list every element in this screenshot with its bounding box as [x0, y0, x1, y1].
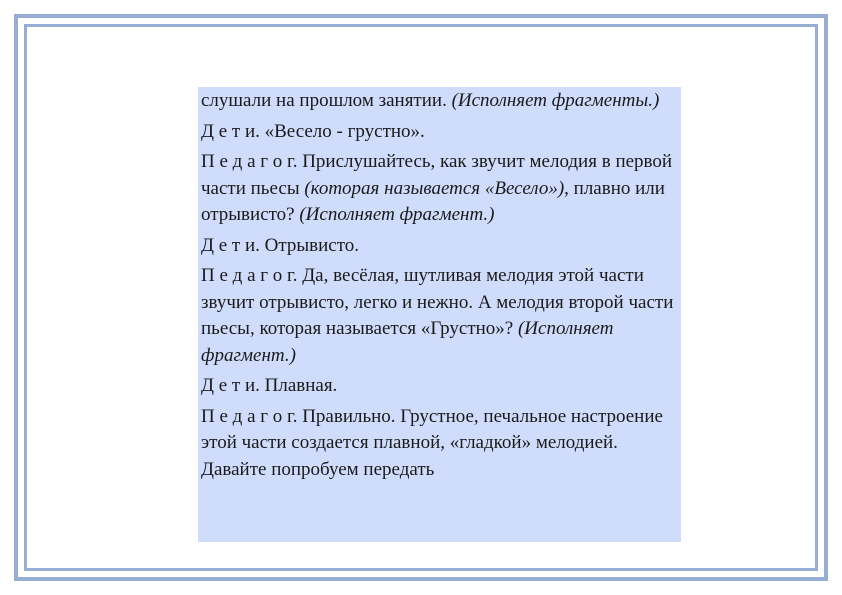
paragraph-2 [201, 119, 677, 146]
paragraph-5-text: П е д а г о г. Да, весёлая, шутливая мелодия этой части звучит отрывисто, легко и нежно. А мелодия второй части пьесы, которая называется «Грустно»? [201, 265, 674, 339]
paragraph-1-text: слушали на прошлом занятии. [201, 90, 452, 111]
paragraph-5 [201, 263, 677, 369]
paragraph-3-text-2: , плавно или отрывисто? [201, 177, 665, 225]
paragraph-1-stage-direction: (Исполняет фрагменты.) [451, 90, 660, 111]
paragraph-6-text: Д е т и. Плавная. [201, 375, 338, 396]
paragraph-7 [201, 404, 677, 484]
paragraph-2-text: Д е т и. «Весело - грустно». [201, 120, 425, 142]
paragraph-5-stage-direction: (Исполняет фрагмент.) [201, 318, 614, 366]
paragraph-3-stage-direction-2: (Исполняет фрагмент.) [299, 204, 495, 225]
paragraph-3-text: П е д а г о г. Прислушайтесь, как звучит мелодия в первой части пьесы [201, 151, 673, 199]
paragraph-3-stage-direction-1: (которая называется «Весело») [304, 177, 565, 199]
paragraph-6 [201, 373, 677, 400]
paragraph-7-text: П е д а г о г. Правильно. Грустное, печальное настроение этой части создается плавной, «гладкой» мелодией. Давайте попробуем передать [201, 405, 663, 480]
paragraph-1 [201, 88, 677, 115]
paragraph-3 [201, 149, 677, 229]
paragraph-4-text: Д е т и. Отрывисто. [201, 234, 360, 256]
text-box [198, 87, 681, 542]
paragraph-4 [201, 233, 677, 260]
